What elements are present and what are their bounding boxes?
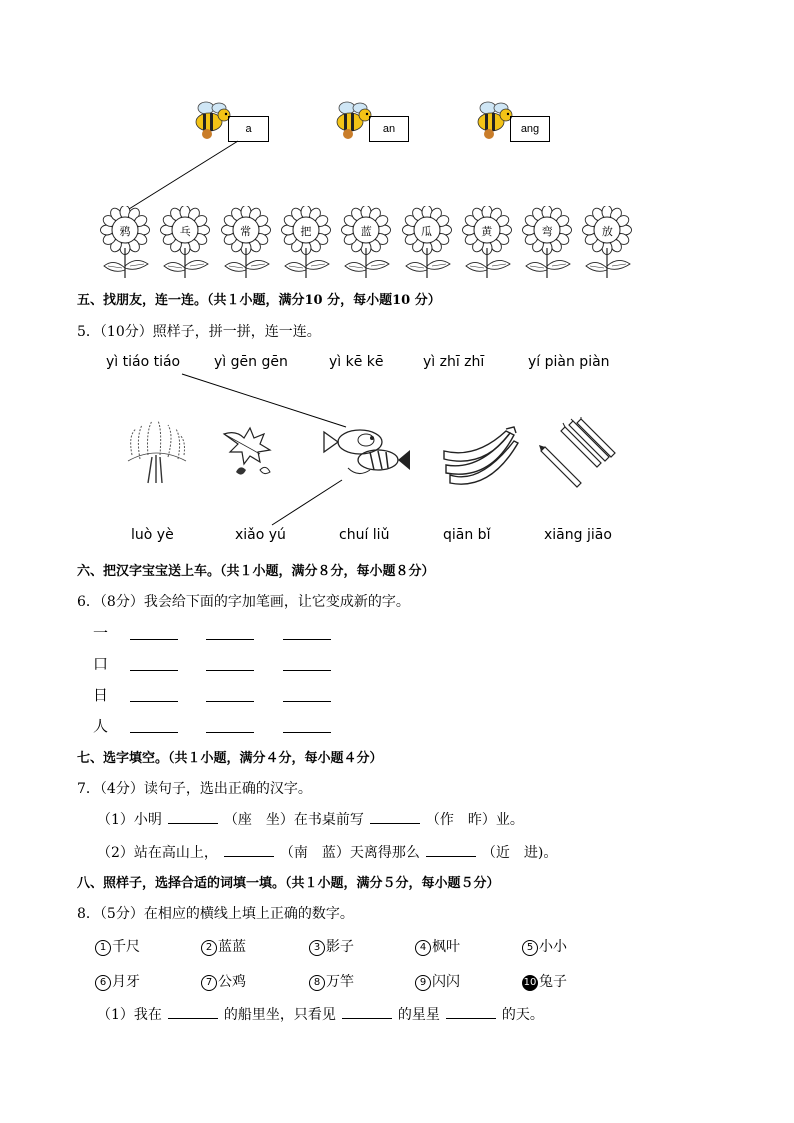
option-word: 影子 — [326, 939, 354, 955]
answer-blank[interactable] — [168, 811, 218, 824]
option-word: 千尺 — [112, 939, 140, 955]
sentence-text: （1）我在 — [97, 1007, 162, 1023]
flower-char: 蓝 — [360, 225, 372, 238]
option-number: 8 — [309, 975, 325, 991]
option-number: 9 — [415, 975, 431, 991]
answer-blank[interactable] — [342, 1006, 392, 1019]
answer-blank[interactable] — [168, 1006, 218, 1019]
answer-blank[interactable] — [130, 639, 178, 640]
pinyin-luo-ye: luò yè — [131, 527, 174, 543]
option-word: 公鸡 — [218, 974, 246, 990]
sentence-text: （2）站在高山上， — [97, 845, 218, 861]
sentence-text: 的星星 — [397, 1007, 440, 1023]
pinyin-yi-ke-ke: yì kē kē — [329, 354, 384, 370]
flower-icon — [578, 206, 636, 280]
option-number: 6 — [95, 975, 111, 991]
option-word: 小小 — [539, 939, 567, 955]
stroke-row-3 — [93, 684, 353, 706]
flower-char: 乓 — [179, 225, 191, 238]
sentence-8-1 — [97, 1004, 544, 1024]
answer-blank[interactable] — [130, 701, 178, 702]
answer-blank[interactable] — [283, 639, 331, 640]
flower-icon — [458, 206, 516, 280]
bee-icon — [189, 100, 233, 140]
section-8-heading: 八、照样子，选择合适的词填一填。（共１小题，满分５分，每小题５分） — [77, 876, 500, 891]
willow-tree-icon — [122, 415, 190, 485]
flower-char: 鸦 — [119, 225, 131, 238]
flower-char: 把 — [300, 225, 312, 238]
section-6-heading: 六、把汉字宝宝送上车。（共１小题，满分８分，每小题８分） — [77, 564, 435, 579]
answer-blank[interactable] — [283, 670, 331, 671]
pinyin-box-an: an — [369, 116, 409, 142]
option-word: 月牙 — [112, 974, 140, 990]
fish-icon — [318, 418, 414, 484]
question-6-title: 6．（8分）我会给下面的字加笔画，让它变成新的字。 — [77, 594, 410, 610]
word-option — [309, 936, 354, 956]
sentence-text: （近 进)。 — [481, 845, 558, 861]
question-7-title: 7．（4分）读句子，选出正确的汉字。 — [77, 781, 312, 797]
flower-icon — [518, 206, 576, 280]
option-number: 7 — [201, 975, 217, 991]
pinyin-yi-zhi-zhi: yì zhī zhī — [423, 354, 485, 370]
answer-blank[interactable] — [206, 732, 254, 733]
pinyin-yi-tiao-tiao: yì tiáo tiáo — [106, 354, 181, 370]
word-option — [522, 971, 567, 991]
flower-char: 弯 — [541, 225, 553, 238]
sentence-7-1 — [97, 809, 524, 829]
answer-blank[interactable] — [130, 670, 178, 671]
answer-blank[interactable] — [206, 670, 254, 671]
stroke-row-4 — [93, 715, 353, 737]
answer-blank[interactable] — [206, 701, 254, 702]
sentence-text: （南 蓝）天离得那么 — [279, 845, 420, 861]
flower-char: 瓜 — [421, 225, 432, 238]
section-5-heading: 五、找朋友，连一连。（共１小题，满分10 分，每小题10 分） — [77, 293, 441, 308]
option-word: 兔子 — [539, 974, 567, 990]
pencils-icon — [537, 417, 619, 489]
answer-blank[interactable] — [283, 732, 331, 733]
stroke-row-1 — [93, 622, 353, 644]
bee-icon — [330, 100, 374, 140]
sentence-text: 的天。 — [501, 1007, 544, 1023]
question-8-title: 8．（5分）在相应的横线上填上正确的数字。 — [77, 906, 354, 922]
question-5-title: 5．（10分）照样子，拼一拼，连一连。 — [77, 324, 321, 340]
flower-char: 常 — [240, 225, 252, 238]
answer-blank[interactable] — [426, 844, 476, 857]
section-7-heading: 七、选字填空。（共１小题，满分４分，每小题４分） — [77, 751, 383, 766]
word-option — [415, 936, 460, 956]
option-number: 1 — [95, 940, 111, 956]
flower-icon — [96, 206, 154, 280]
option-number: 10 — [522, 975, 538, 991]
base-char: 人 — [93, 717, 109, 735]
pinyin-xiang-jiao: xiāng jiāo — [544, 527, 612, 543]
pinyin-yi-gen-gen: yì gēn gēn — [214, 354, 288, 370]
flower-icon — [217, 206, 275, 280]
answer-blank[interactable] — [283, 701, 331, 702]
sentence-7-2 — [97, 842, 557, 862]
option-number: 3 — [309, 940, 325, 956]
stroke-row-2 — [93, 653, 353, 675]
bee-icon — [471, 100, 515, 140]
sentence-text: （1）小明 — [97, 812, 162, 828]
base-char: 一 — [93, 624, 109, 642]
option-word: 蓝蓝 — [218, 939, 246, 955]
flower-icon — [277, 206, 335, 280]
flower-icon — [337, 206, 395, 280]
bananas-icon — [440, 425, 520, 487]
word-option — [95, 936, 140, 956]
sentence-text: （座 坐）在书桌前写 — [223, 812, 364, 828]
pinyin-yi-pian-pian: yí piàn piàn — [528, 354, 610, 370]
option-number: 5 — [522, 940, 538, 956]
pinyin-xiao-yu: xiǎo yú — [235, 527, 286, 543]
answer-blank[interactable] — [224, 844, 274, 857]
sentence-text: （作 昨）业。 — [425, 812, 524, 828]
word-option — [201, 971, 246, 991]
sentence-text: 的船里坐，只看见 — [223, 1007, 336, 1023]
flower-icon — [398, 206, 456, 280]
option-word: 枫叶 — [432, 939, 460, 955]
fallen-leaves-icon — [220, 420, 278, 482]
option-number: 4 — [415, 940, 431, 956]
word-option — [309, 971, 354, 991]
base-char: 日 — [93, 686, 109, 704]
answer-blank[interactable] — [446, 1006, 496, 1019]
answer-blank[interactable] — [370, 811, 420, 824]
word-option — [201, 936, 246, 956]
option-word: 万竿 — [326, 974, 354, 990]
flower-char: 放 — [601, 225, 613, 238]
flower-icon — [156, 206, 214, 280]
answer-blank[interactable] — [130, 732, 178, 733]
pinyin-qian-bi: qiān bǐ — [443, 527, 491, 543]
pinyin-chui-liu: chuí liǔ — [339, 527, 390, 543]
answer-blank[interactable] — [206, 639, 254, 640]
option-word: 闪闪 — [432, 974, 460, 990]
pinyin-box-ang: ang — [510, 116, 550, 142]
option-number: 2 — [201, 940, 217, 956]
word-option — [415, 971, 460, 991]
pinyin-box-a: a — [228, 116, 269, 142]
base-char: 口 — [93, 655, 109, 673]
word-option — [95, 971, 140, 991]
word-option — [522, 936, 567, 956]
flower-char: 黄 — [481, 225, 493, 238]
